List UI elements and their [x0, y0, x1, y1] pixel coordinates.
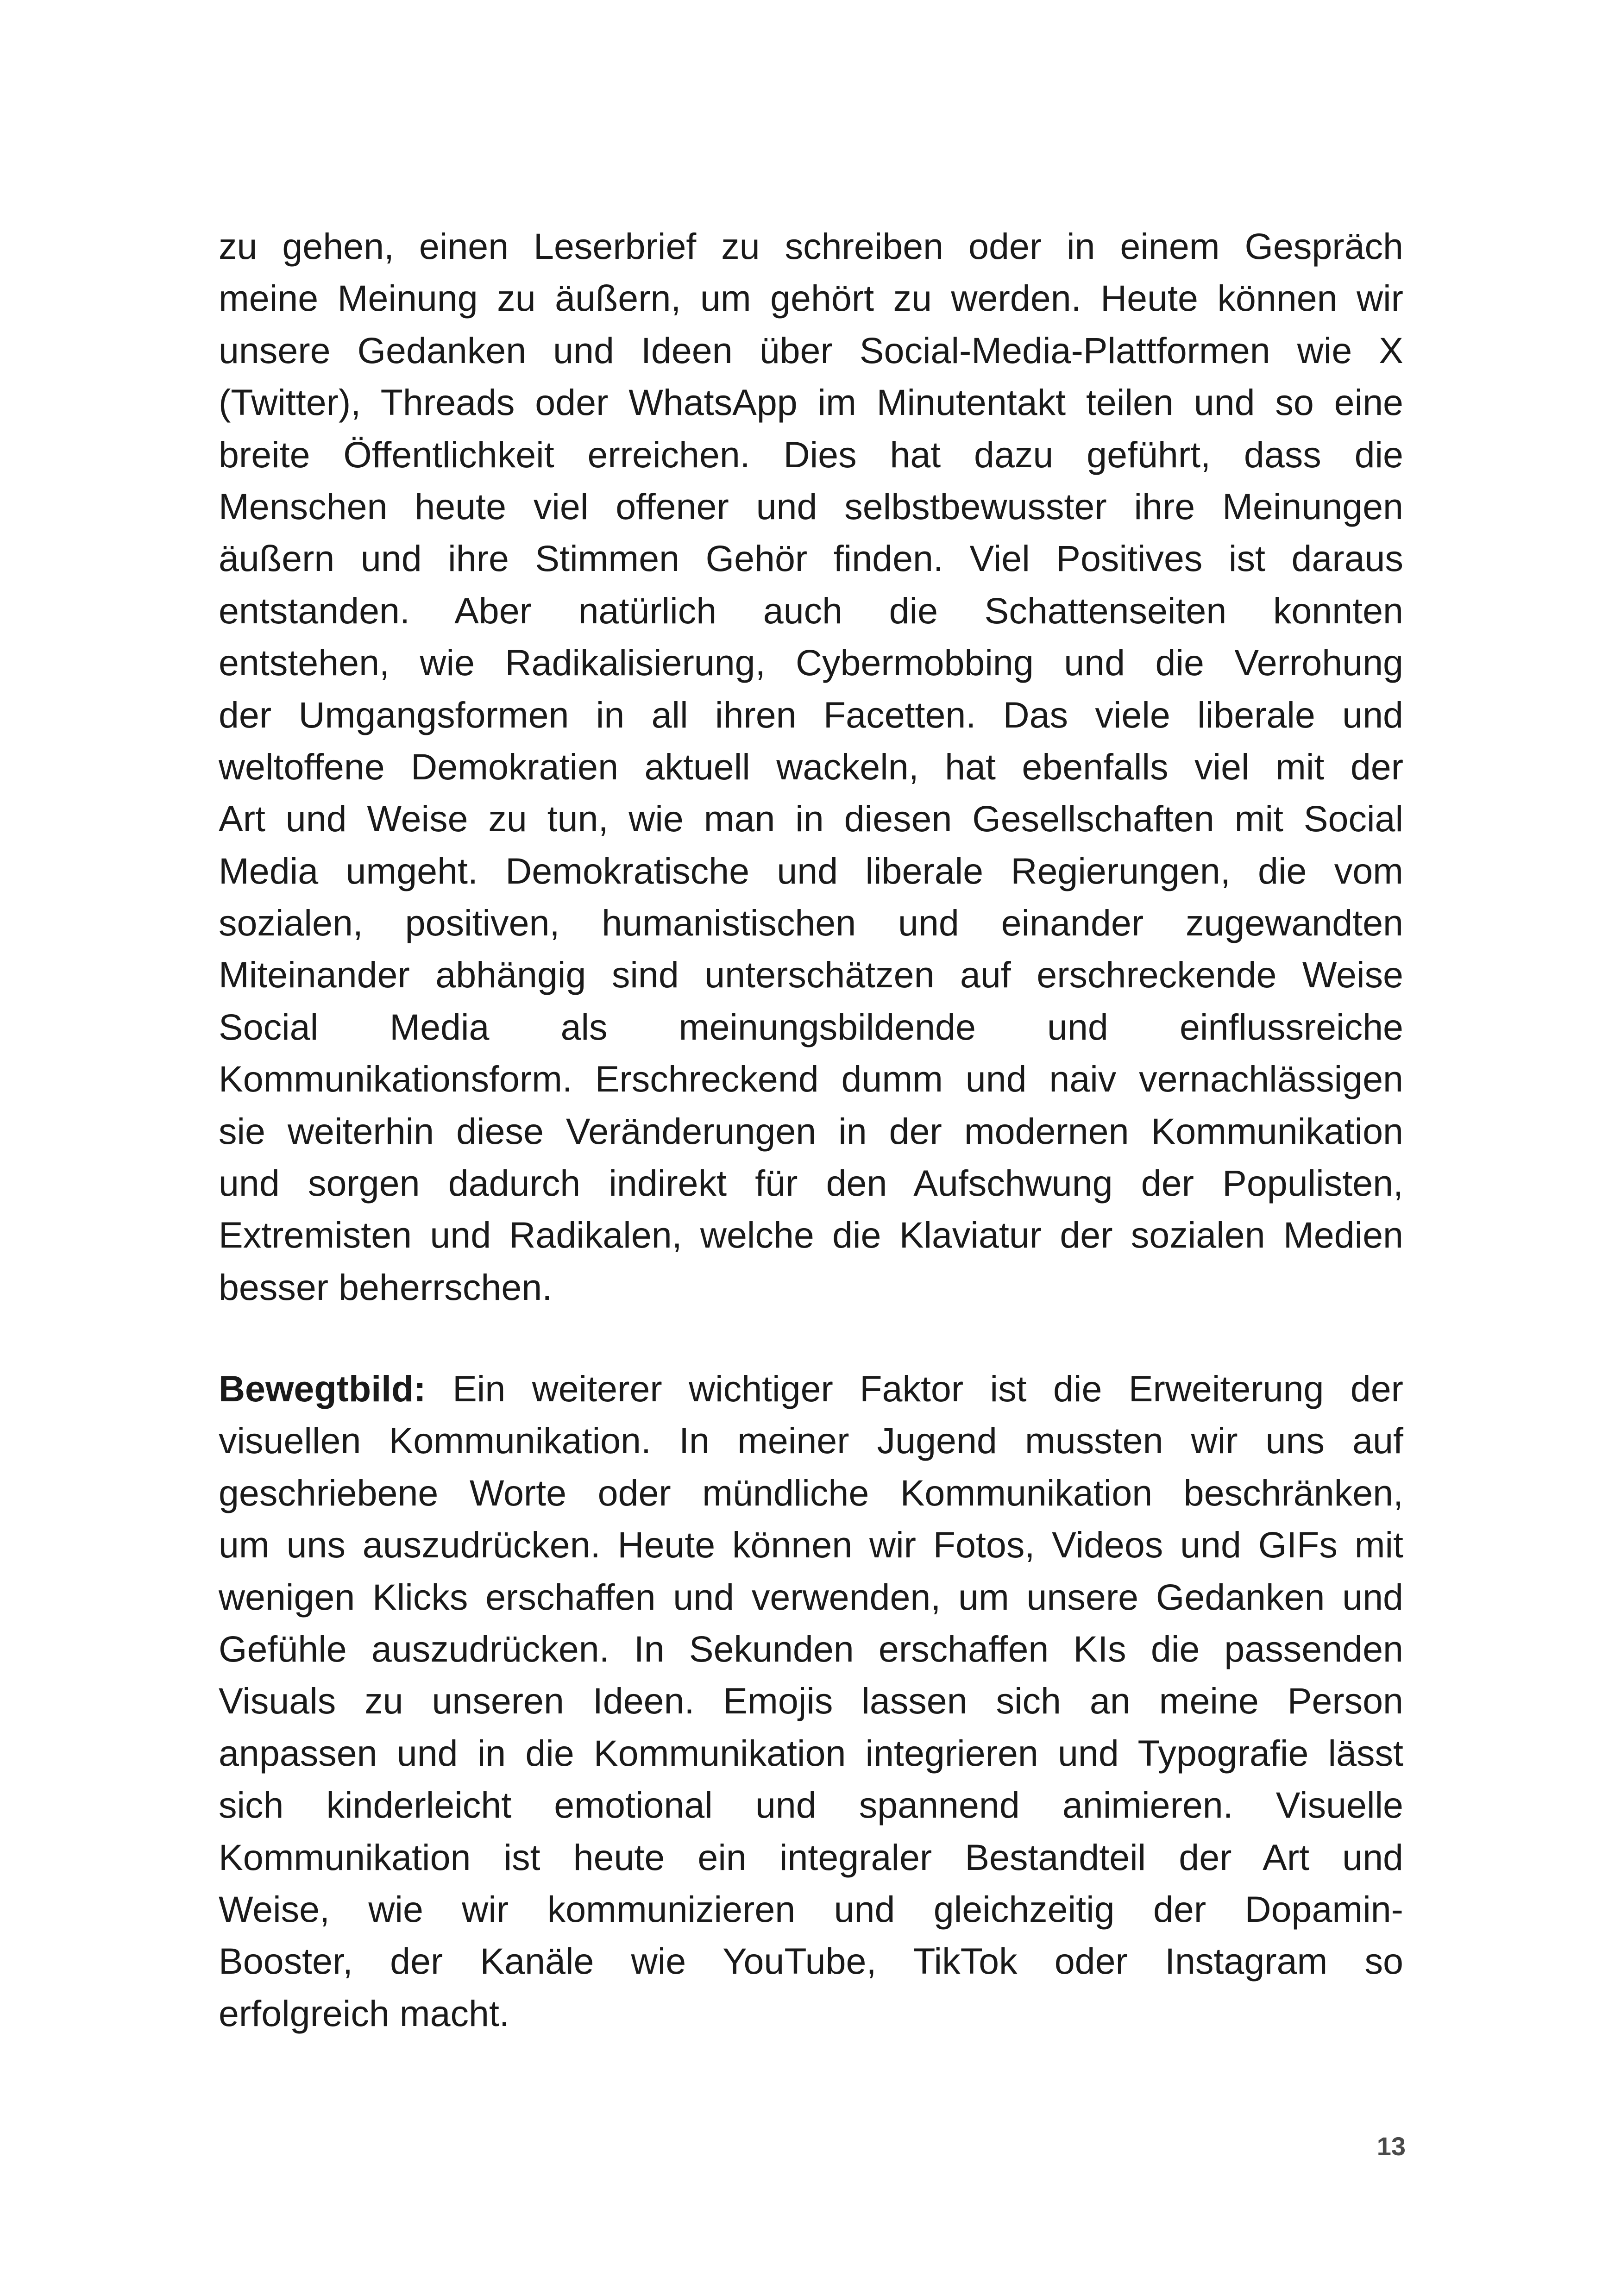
text-line: Weise, wie wir kommunizieren und gleichzeitig der Dopamin- [219, 1888, 1403, 1930]
text-line: meine Meinung zu äußern, um gehört zu werden. Heute können wir [219, 277, 1403, 319]
text-line: sie weiterhin diese Veränderungen in der modernen Kommunikation [219, 1110, 1403, 1152]
text-line: äußern und ihre Stimmen Gehör finden. Viel Positives ist daraus [219, 538, 1403, 579]
text-line: unsere Gedanken und Ideen über Social-Media-Plattformen wie X [219, 329, 1403, 371]
text-line: entstanden. Aber natürlich auch die Schattenseiten konnten [219, 590, 1403, 631]
text-line: Miteinander abhängig sind unterschätzen auf erschreckende Weise [219, 954, 1403, 996]
paragraph-bewegtbild [219, 1363, 1403, 2039]
text-line: Kommunikationsform. Erschreckend dumm und naiv vernachlässigen [219, 1058, 1403, 1100]
text-line: Gefühle auszudrücken. In Sekunden erschaffen KIs die passenden [219, 1628, 1403, 1669]
text-line: Menschen heute viel offener und selbstbewusster ihre Meinungen [219, 485, 1403, 527]
text-line: erfolgreich macht. [219, 1992, 509, 2034]
paragraph-social-media [219, 220, 1403, 1313]
section-lead: Bewegtbild: [219, 1368, 426, 1409]
text-line: Media umgeht. Demokratische und liberale Regierungen, die vom [219, 850, 1403, 891]
text-line: wenigen Klicks erschaffen und verwenden, um unsere Gedanken und [219, 1576, 1403, 1618]
text-line: geschriebene Worte oder mündliche Kommunikation beschränken, [219, 1472, 1403, 1513]
text-line: (Twitter), Threads oder WhatsApp im Minutentakt teilen und so eine [219, 382, 1403, 423]
text-line: Social Media als meinungsbildende und einflussreiche [219, 1006, 1403, 1048]
text-line: sich kinderleicht emotional und spannend animieren. Visuelle [219, 1784, 1403, 1826]
text-line: Art und Weise zu tun, wie man in diesen Gesellschaften mit Social [219, 798, 1403, 840]
text-line: zu gehen, einen Leserbrief zu schreiben oder in einem Gespräch [219, 226, 1403, 267]
text-line: sozialen, positiven, humanistischen und einander zugewandten [219, 902, 1403, 944]
text-line: visuellen Kommunikation. In meiner Jugend mussten wir uns auf [219, 1420, 1403, 1462]
text-line: Booster, der Kanäle wie YouTube, TikTok oder Instagram so [219, 1940, 1403, 1982]
text-line: der Umgangsformen in all ihren Facetten. Das viele liberale und [219, 694, 1403, 735]
text-line: entstehen, wie Radikalisierung, Cybermobbing und die Verrohung [219, 642, 1403, 684]
text-line: und sorgen dadurch indirekt für den Aufschwung der Populisten, [219, 1162, 1403, 1204]
text-line: anpassen und in die Kommunikation integrieren und Typografie lässt [219, 1732, 1403, 1774]
text-line: weltoffene Demokratien aktuell wackeln, hat ebenfalls viel mit der [219, 746, 1403, 787]
text-line: besser beherrschen. [219, 1266, 553, 1308]
text-line-rest: Ein weiterer wichtiger Faktor ist die Erweiterung der [426, 1368, 1403, 1409]
text-line: um uns auszudrücken. Heute können wir Fotos, Videos und GIFs mit [219, 1524, 1403, 1566]
text-line-first [219, 1363, 1403, 1415]
text-line: Visuals zu unseren Ideen. Emojis lassen sich an meine Person [219, 1680, 1403, 1722]
text-line: breite Öffentlichkeit erreichen. Dies hat dazu geführt, dass die [219, 433, 1403, 475]
text-line: Extremisten und Radikalen, welche die Klaviatur der sozialen Medien [219, 1214, 1403, 1256]
text-line: Kommunikation ist heute ein integraler Bestandteil der Art und [219, 1836, 1403, 1878]
page-number: 13 [1376, 2132, 1406, 2161]
